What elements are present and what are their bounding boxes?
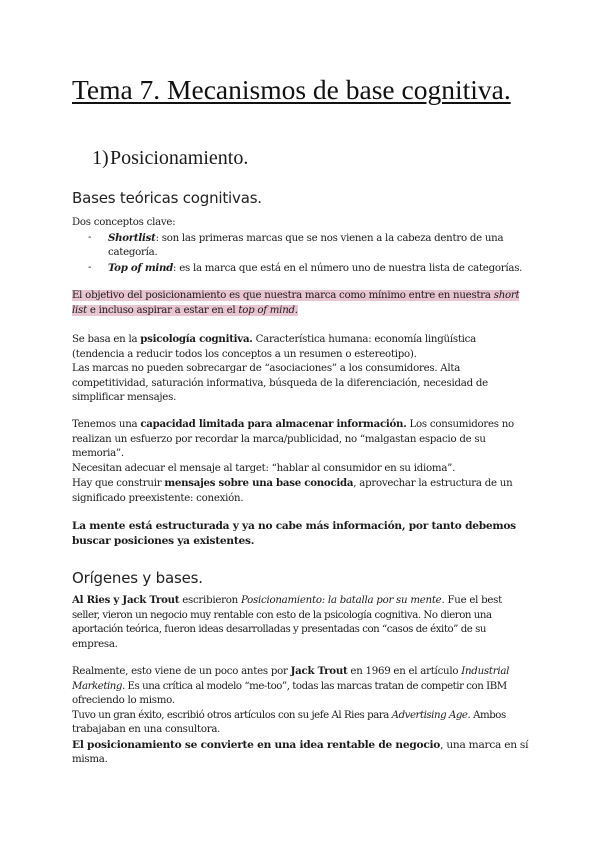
text-run: Característica humana: economía lingüística bbox=[252, 334, 476, 345]
objective-term-list: list bbox=[72, 304, 87, 316]
text-line: Necesitan adecuar el mensaje al target: “hablar al consumidor en su idioma”. bbox=[72, 462, 456, 474]
text-run: . Fue el best bbox=[441, 595, 502, 606]
bold-run: El posicionamiento se convierte en una idea rentable de negocio bbox=[72, 738, 441, 751]
objective-paragraph bbox=[72, 289, 528, 318]
bold-run: Al Ries y Jack Trout bbox=[72, 594, 180, 606]
text-run: escribieron bbox=[179, 595, 241, 606]
objective-text-cont: e incluso aspirar a estar en el bbox=[86, 304, 239, 316]
section-title: Posicionamiento. bbox=[110, 147, 249, 169]
text-line: trabajaban en una consultora. bbox=[72, 724, 221, 736]
ries-trout-paragraph bbox=[72, 593, 528, 652]
bold-run: psicología cognitiva. bbox=[140, 333, 253, 345]
page-title: Tema 7. Mecanismos de base cognitiva. bbox=[72, 74, 511, 105]
term-shortlist: Shortlist bbox=[108, 231, 156, 244]
text-run: . Es una crítica al modelo “me-too”, todas las marcas tratan de competir con IBM bbox=[121, 680, 507, 692]
bold-run: Jack Trout bbox=[290, 665, 348, 677]
objective-term-top: top of mind bbox=[238, 304, 295, 316]
text-line: misma. bbox=[72, 753, 108, 765]
bullet-text-cont: categoría. bbox=[108, 247, 158, 259]
mind-paragraph bbox=[72, 519, 528, 548]
bold-line: buscar posiciones ya existentes. bbox=[72, 534, 255, 547]
subheading-origenes: Orígenes y bases. bbox=[72, 569, 203, 587]
text-line: realizan un esfuerzo por recordar la marca/publicidad, no “malgastan espacio de su bbox=[72, 433, 486, 445]
text-run: Los consumidores no bbox=[406, 419, 514, 430]
text-run: Tenemos una bbox=[72, 419, 141, 430]
bullet-text: : es la marca que está en el número uno de nuestra lista de categorías. bbox=[173, 262, 523, 274]
bullet-top-of-mind bbox=[72, 261, 528, 277]
text-line: ofreciendo lo mismo. bbox=[72, 695, 175, 707]
text-line: memoria”. bbox=[72, 448, 124, 460]
bold-run: mensajes sobre una base conocida bbox=[164, 477, 354, 490]
bold-line: La mente está estructurada y ya no cabe más información, por tanto debemos bbox=[72, 520, 516, 532]
cognitive-paragraph bbox=[72, 332, 528, 406]
text-run: . Ambos bbox=[467, 709, 506, 721]
concepts-intro: Dos conceptos clave: bbox=[72, 217, 176, 228]
text-run: en 1969 en el artículo bbox=[347, 666, 462, 677]
italic-run: Marketing bbox=[72, 680, 122, 692]
section-heading-posicionamiento bbox=[92, 145, 248, 171]
concepts-block bbox=[72, 216, 528, 276]
text-run: Tuvo un gran éxito, escribió otros artículos con su jefe Al Ries para bbox=[72, 709, 392, 721]
bullet-text: : son las primeras marcas que se nos vienen a la cabeza dentro de una bbox=[155, 232, 504, 244]
objective-text: El objetivo del posicionamiento es que nuestra marca como mínimo entre en nuestra bbox=[72, 290, 494, 301]
italic-run: Advertising Age bbox=[391, 709, 468, 721]
text-run: Se basa en la bbox=[72, 334, 141, 345]
subheading-bases: Bases teóricas cognitivas. bbox=[72, 189, 262, 207]
book-title: Posicionamiento: la batalla por su mente bbox=[240, 595, 442, 606]
objective-term-short: short bbox=[493, 290, 520, 301]
text-line: (tendencia a reducir todos los conceptos a un resumen o estereotipo). bbox=[72, 348, 417, 360]
italic-run: Industrial bbox=[461, 666, 510, 677]
bullet-shortlist bbox=[72, 231, 528, 261]
text-line: significado preexistente: conexión. bbox=[72, 492, 244, 504]
bullet-dash: - bbox=[88, 231, 92, 243]
text-line: aportación teórica, fueron ideas desarrolladas y presentadas con “casos de éxito” de su bbox=[72, 624, 487, 636]
capacity-paragraph bbox=[72, 417, 528, 507]
section-number: 1) bbox=[92, 147, 109, 169]
text-line: empresa. bbox=[72, 638, 118, 650]
text-run: , una marca en sí bbox=[440, 738, 529, 751]
text-line: simplificar mensajes. bbox=[72, 392, 177, 404]
text-line: competitividad, saturación informativa, búsqueda de la diferenciación, necesidad de bbox=[72, 377, 488, 389]
text-run: Realmente, esto viene de un poco antes por bbox=[72, 666, 291, 677]
objective-period: . bbox=[294, 304, 298, 316]
text-line: Las marcas no pueden sobrecargar de “asociaciones” a los consumidores. Alta bbox=[72, 363, 461, 375]
bold-run: capacidad limitada para almacenar información. bbox=[140, 418, 407, 430]
text-run: Hay que construir bbox=[72, 478, 165, 490]
history-paragraph bbox=[72, 664, 528, 767]
term-top-of-mind: Top of mind bbox=[108, 261, 174, 274]
bullet-dash: - bbox=[88, 261, 92, 273]
text-line: seller, vieron un negocio muy rentable con esto de la psicología cognitiva. No dieron una bbox=[72, 609, 492, 621]
text-run: , aprovechar la estructura de un bbox=[353, 478, 513, 490]
